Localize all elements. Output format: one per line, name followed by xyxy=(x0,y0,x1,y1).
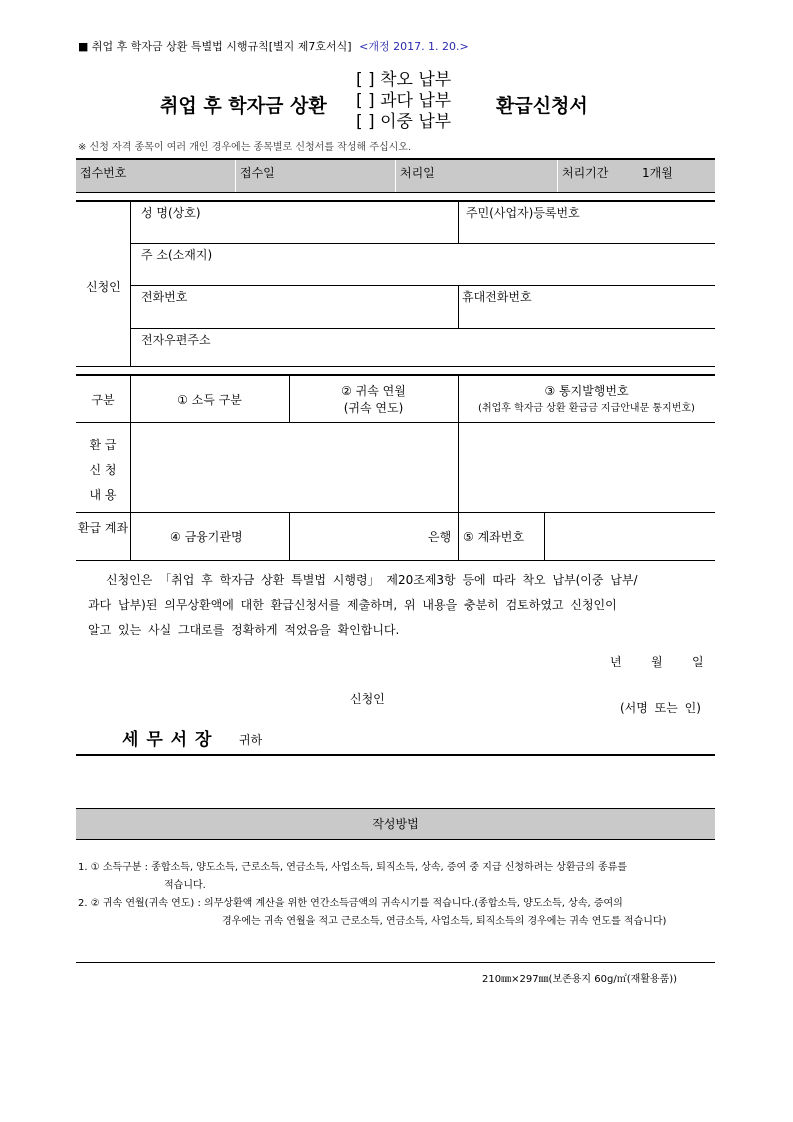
notice-number-header: ③ 통지발행번호 (취업후 학자금 상환 환급금 지급안내문 통지번호) xyxy=(478,384,695,414)
title-options xyxy=(356,70,451,133)
account-number-label: ⑤ 계좌번호 xyxy=(463,530,524,544)
option-mistaken-payment[interactable]: [ ] 착오 납부 xyxy=(356,70,452,90)
account-number-input[interactable] xyxy=(545,513,715,560)
income-type-header: ① 소득 구분 xyxy=(177,393,242,407)
mobile-label: 휴대전화번호 xyxy=(462,290,532,304)
declaration-line-2: 과다 납부)된 의무상환액에 대한 환급신청서를 제출하며, 위 내용을 충분히 검토하였고 신청인이 xyxy=(88,598,617,612)
instruction-note: ※ 신청 자격 종목이 여러 개인 경우에는 종목별로 신청서를 작성해 주십시오. xyxy=(78,142,412,153)
instruction-item-1: 1. ① 소득구분 : 종합소득, 양도소득, 근로소득, 연금소득, 사업소득, 퇴직소득, 상속, 증여 중 지급 신청하려는 상환금의 종류를 xyxy=(78,862,628,873)
form-reference: ■ 취업 후 학자금 상환 특별법 시행규칙[별지 제7호서식] <개정 2017. 1. 20.> xyxy=(78,40,469,53)
date-month-label: 월 xyxy=(651,655,663,669)
recipient-name: 세 무 서 장 xyxy=(122,730,213,750)
instruction-item-2: 2. ② 귀속 연월(귀속 연도) : 의무상환액 계산을 위한 연간소득금액의 귀속시기를 적습니다.(종합소득, 양도소득, 상속, 증여의 xyxy=(78,898,623,909)
instruction-item-1-cont: 적습니다. xyxy=(164,880,206,891)
refund-account-label: 환급 계좌 xyxy=(77,521,129,535)
email-label: 전자우편주소 xyxy=(141,333,211,347)
processing-period-label: 처리기간 xyxy=(562,166,609,180)
division-header: 구분 xyxy=(91,393,115,407)
declaration-line-1: 신청인은 「취업 후 학자금 상환 특별법 시행령」 제20조제3항 등에 따라 착오 납부(이중 납부/ xyxy=(106,573,638,587)
applicant-section-label: 신청인 xyxy=(86,280,121,294)
registration-number-label: 주민(사업자)등록번호 xyxy=(466,206,580,220)
receipt-number-label: 접수번호 xyxy=(80,166,127,180)
phone-label: 전화번호 xyxy=(141,290,188,304)
declaration-line-3: 알고 있는 사실 그대로를 정확하게 적었음을 확인합니다. xyxy=(88,623,400,637)
signature-label[interactable]: (서명 또는 인) xyxy=(620,701,701,715)
receipt-date-label: 접수일 xyxy=(240,166,275,180)
option-double-payment[interactable]: [ ] 이중 납부 xyxy=(356,112,452,132)
notice-number-input[interactable] xyxy=(459,423,715,512)
title-left: 취업 후 학자금 상환 xyxy=(160,95,327,117)
bank-name-label: ④ 금융기관명 xyxy=(170,530,243,544)
revision-date: <개정 2017. 1. 20.> xyxy=(359,40,469,53)
bank-name-input[interactable] xyxy=(290,513,420,560)
income-type-input[interactable] xyxy=(131,423,458,512)
instructions-title: 작성방법 xyxy=(76,809,715,839)
attribution-year-header: ② 귀속 연월 (귀속 연도) xyxy=(341,384,406,415)
instruction-item-2-cont: 경우에는 귀속 연월을 적고 근로소득, 연금소득, 사업소득, 퇴직소득의 경우에는 귀속 연도를 적습니다) xyxy=(222,916,667,927)
paper-spec: 210㎜×297㎜(보존용지 60g/㎡(재활용품)) xyxy=(482,974,678,985)
processed-date-label: 처리일 xyxy=(400,166,435,180)
bank-suffix: 은행 xyxy=(428,530,452,544)
recipient-suffix: 귀하 xyxy=(239,733,263,747)
title-right: 환급신청서 xyxy=(496,95,588,117)
date-day-label: 일 xyxy=(692,655,704,669)
date-year-label: 년 xyxy=(610,655,622,669)
name-label: 성 명(상호) xyxy=(141,206,201,220)
processing-period-value: 1개월 xyxy=(642,166,673,180)
address-label: 주 소(소재지) xyxy=(141,248,213,262)
applicant-sign-label: 신청인 xyxy=(350,692,385,706)
refund-content-label: 환 급 신 청 내 용 xyxy=(89,438,117,502)
option-over-payment[interactable]: [ ] 과다 납부 xyxy=(356,91,452,111)
